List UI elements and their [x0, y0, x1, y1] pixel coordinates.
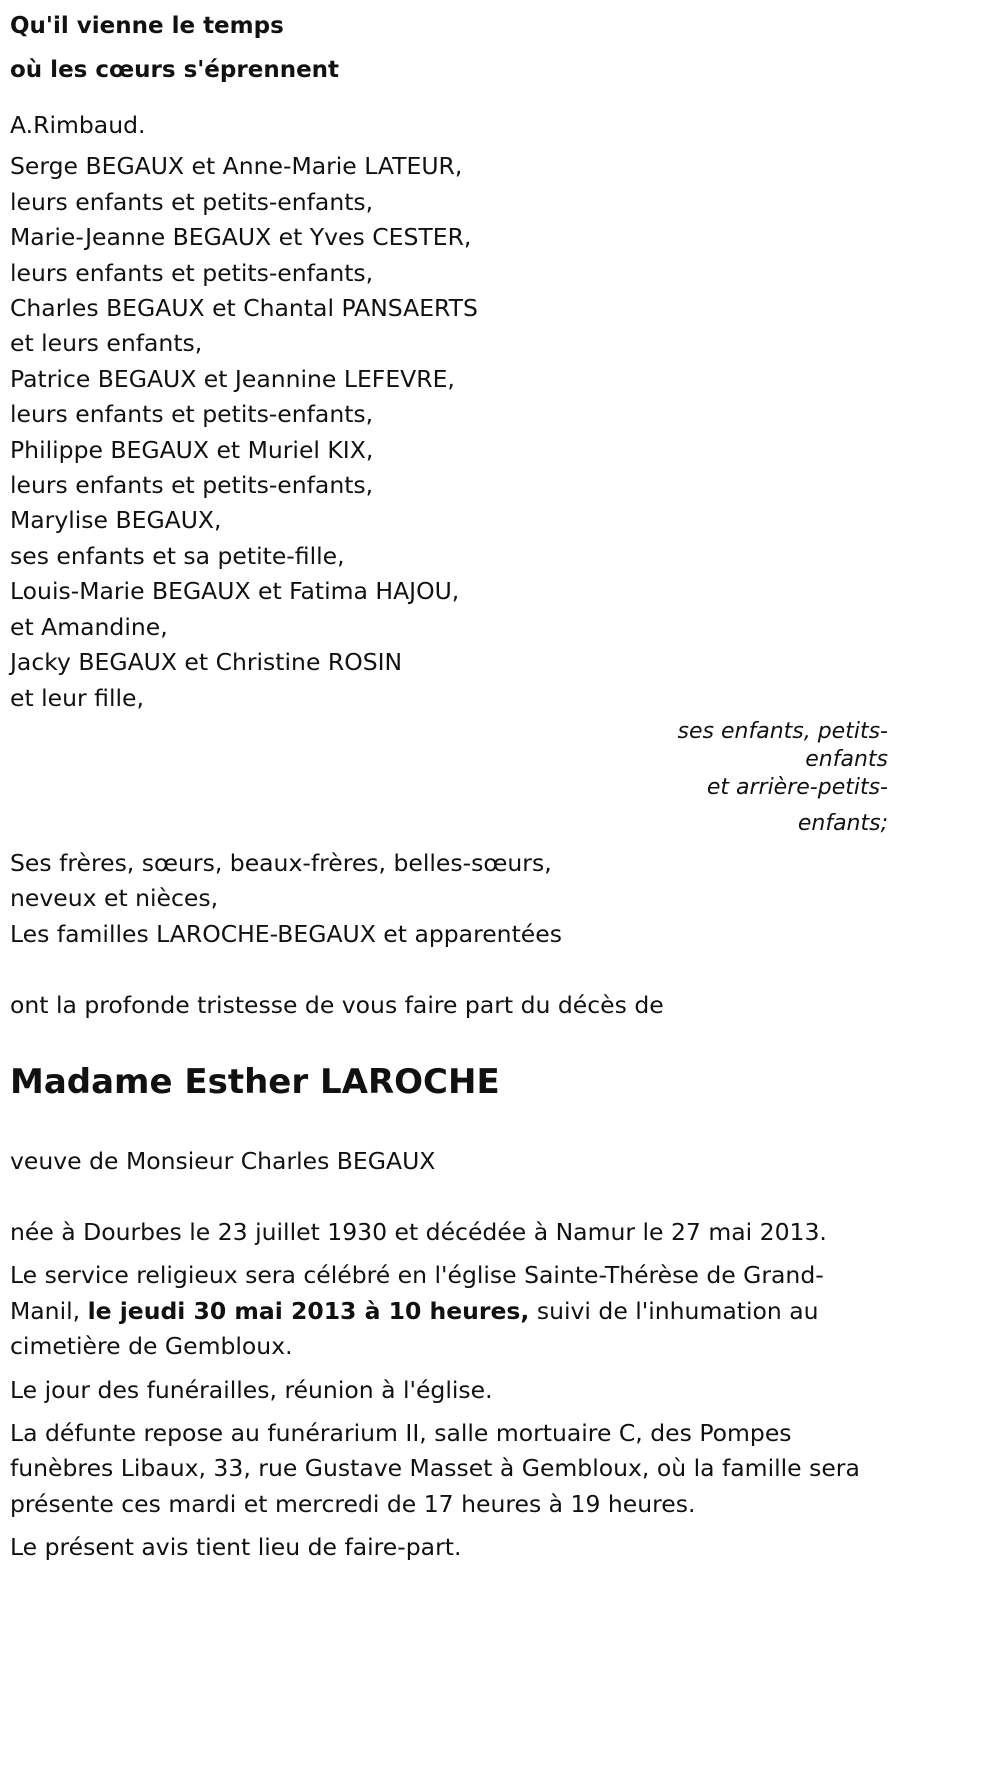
family-line: et leurs enfants,	[10, 329, 203, 358]
family-line: Serge BEGAUX et Anne-Marie LATEUR,	[10, 152, 463, 181]
family-line: Marylise BEGAUX,	[10, 506, 222, 535]
signature-line-4: enfants;	[797, 810, 888, 836]
poem-line-1: Qu'il vienne le temps	[10, 13, 284, 39]
poem-line-2: où les cœurs s'éprennent	[10, 57, 340, 83]
family-line: Louis-Marie BEGAUX et Fatima HAJOU,	[10, 577, 460, 606]
family-line: et leur fille,	[10, 683, 144, 712]
service-date-time: le jeudi 30 mai 2013 à 10 heures,	[87, 1296, 530, 1325]
service-text-after: suivi de l'inhumation au cimetière de Gembloux.	[10, 1296, 819, 1361]
widow-of: veuve de Monsieur Charles BEGAUX	[10, 1146, 436, 1175]
announcement: ont la profonde tristesse de vous faire part du décès de	[10, 991, 664, 1020]
notice-statement: Le présent avis tient lieu de faire-part.	[10, 1533, 462, 1562]
service-text-before: Le service religieux sera célébré en l'église Sainte-Thérèse de Grand-Manil,	[10, 1261, 824, 1325]
signature-line-3: et arrière-petits-	[706, 774, 888, 800]
family-signature	[10, 718, 888, 846]
family-line: leurs enfants et petits-enfants,	[10, 187, 374, 216]
meeting-info: Le jour des funérailles, réunion à l'église.	[10, 1375, 493, 1404]
family-line: leurs enfants et petits-enfants,	[10, 471, 374, 500]
family-line: et Amandine,	[10, 612, 168, 641]
extended-family	[10, 846, 890, 952]
family-line: Patrice BEGAUX et Jeannine LEFEVRE,	[10, 364, 455, 393]
extended-family-line: Les familles LAROCHE-BEGAUX et apparentées	[10, 919, 562, 948]
family-line: Philippe BEGAUX et Muriel KIX,	[10, 435, 374, 464]
poem-epigraph	[10, 0, 890, 92]
family-line: leurs enfants et petits-enfants,	[10, 258, 374, 287]
family-line: Jacky BEGAUX et Christine ROSIN	[10, 648, 403, 677]
birth-death: née à Dourbes le 23 juillet 1930 et décédée à Namur le 27 mai 2013.	[10, 1217, 827, 1246]
signature-line-2: enfants	[805, 746, 888, 772]
family-line: Marie-Jeanne BEGAUX et Yves CESTER,	[10, 223, 472, 252]
family-line: Charles BEGAUX et Chantal PANSAERTS	[10, 294, 478, 323]
obituary-notice	[10, 0, 890, 1772]
deceased-name: Madame Esther LAROCHE	[10, 1061, 500, 1102]
signature-line-1: ses enfants, petits-	[677, 718, 888, 744]
family-line: leurs enfants et petits-enfants,	[10, 400, 374, 429]
extended-family-line: Ses frères, sœurs, beaux-frères, belles-sœurs,	[10, 848, 552, 877]
extended-family-line: neveux et nièces,	[10, 884, 219, 913]
funeral-home-info: La défunte repose au funérarium II, salle mortuaire C, des Pompes funèbres Libaux, 33, rue Gustave Masset à Gembloux, où la famille sera présente ces mardi et mercredi de 17 heures à 19 heures.	[10, 1418, 860, 1518]
poem-author: A.Rimbaud.	[10, 111, 146, 139]
family-list	[10, 149, 890, 716]
service-details	[10, 1258, 890, 1364]
family-line: ses enfants et sa petite-fille,	[10, 541, 345, 570]
